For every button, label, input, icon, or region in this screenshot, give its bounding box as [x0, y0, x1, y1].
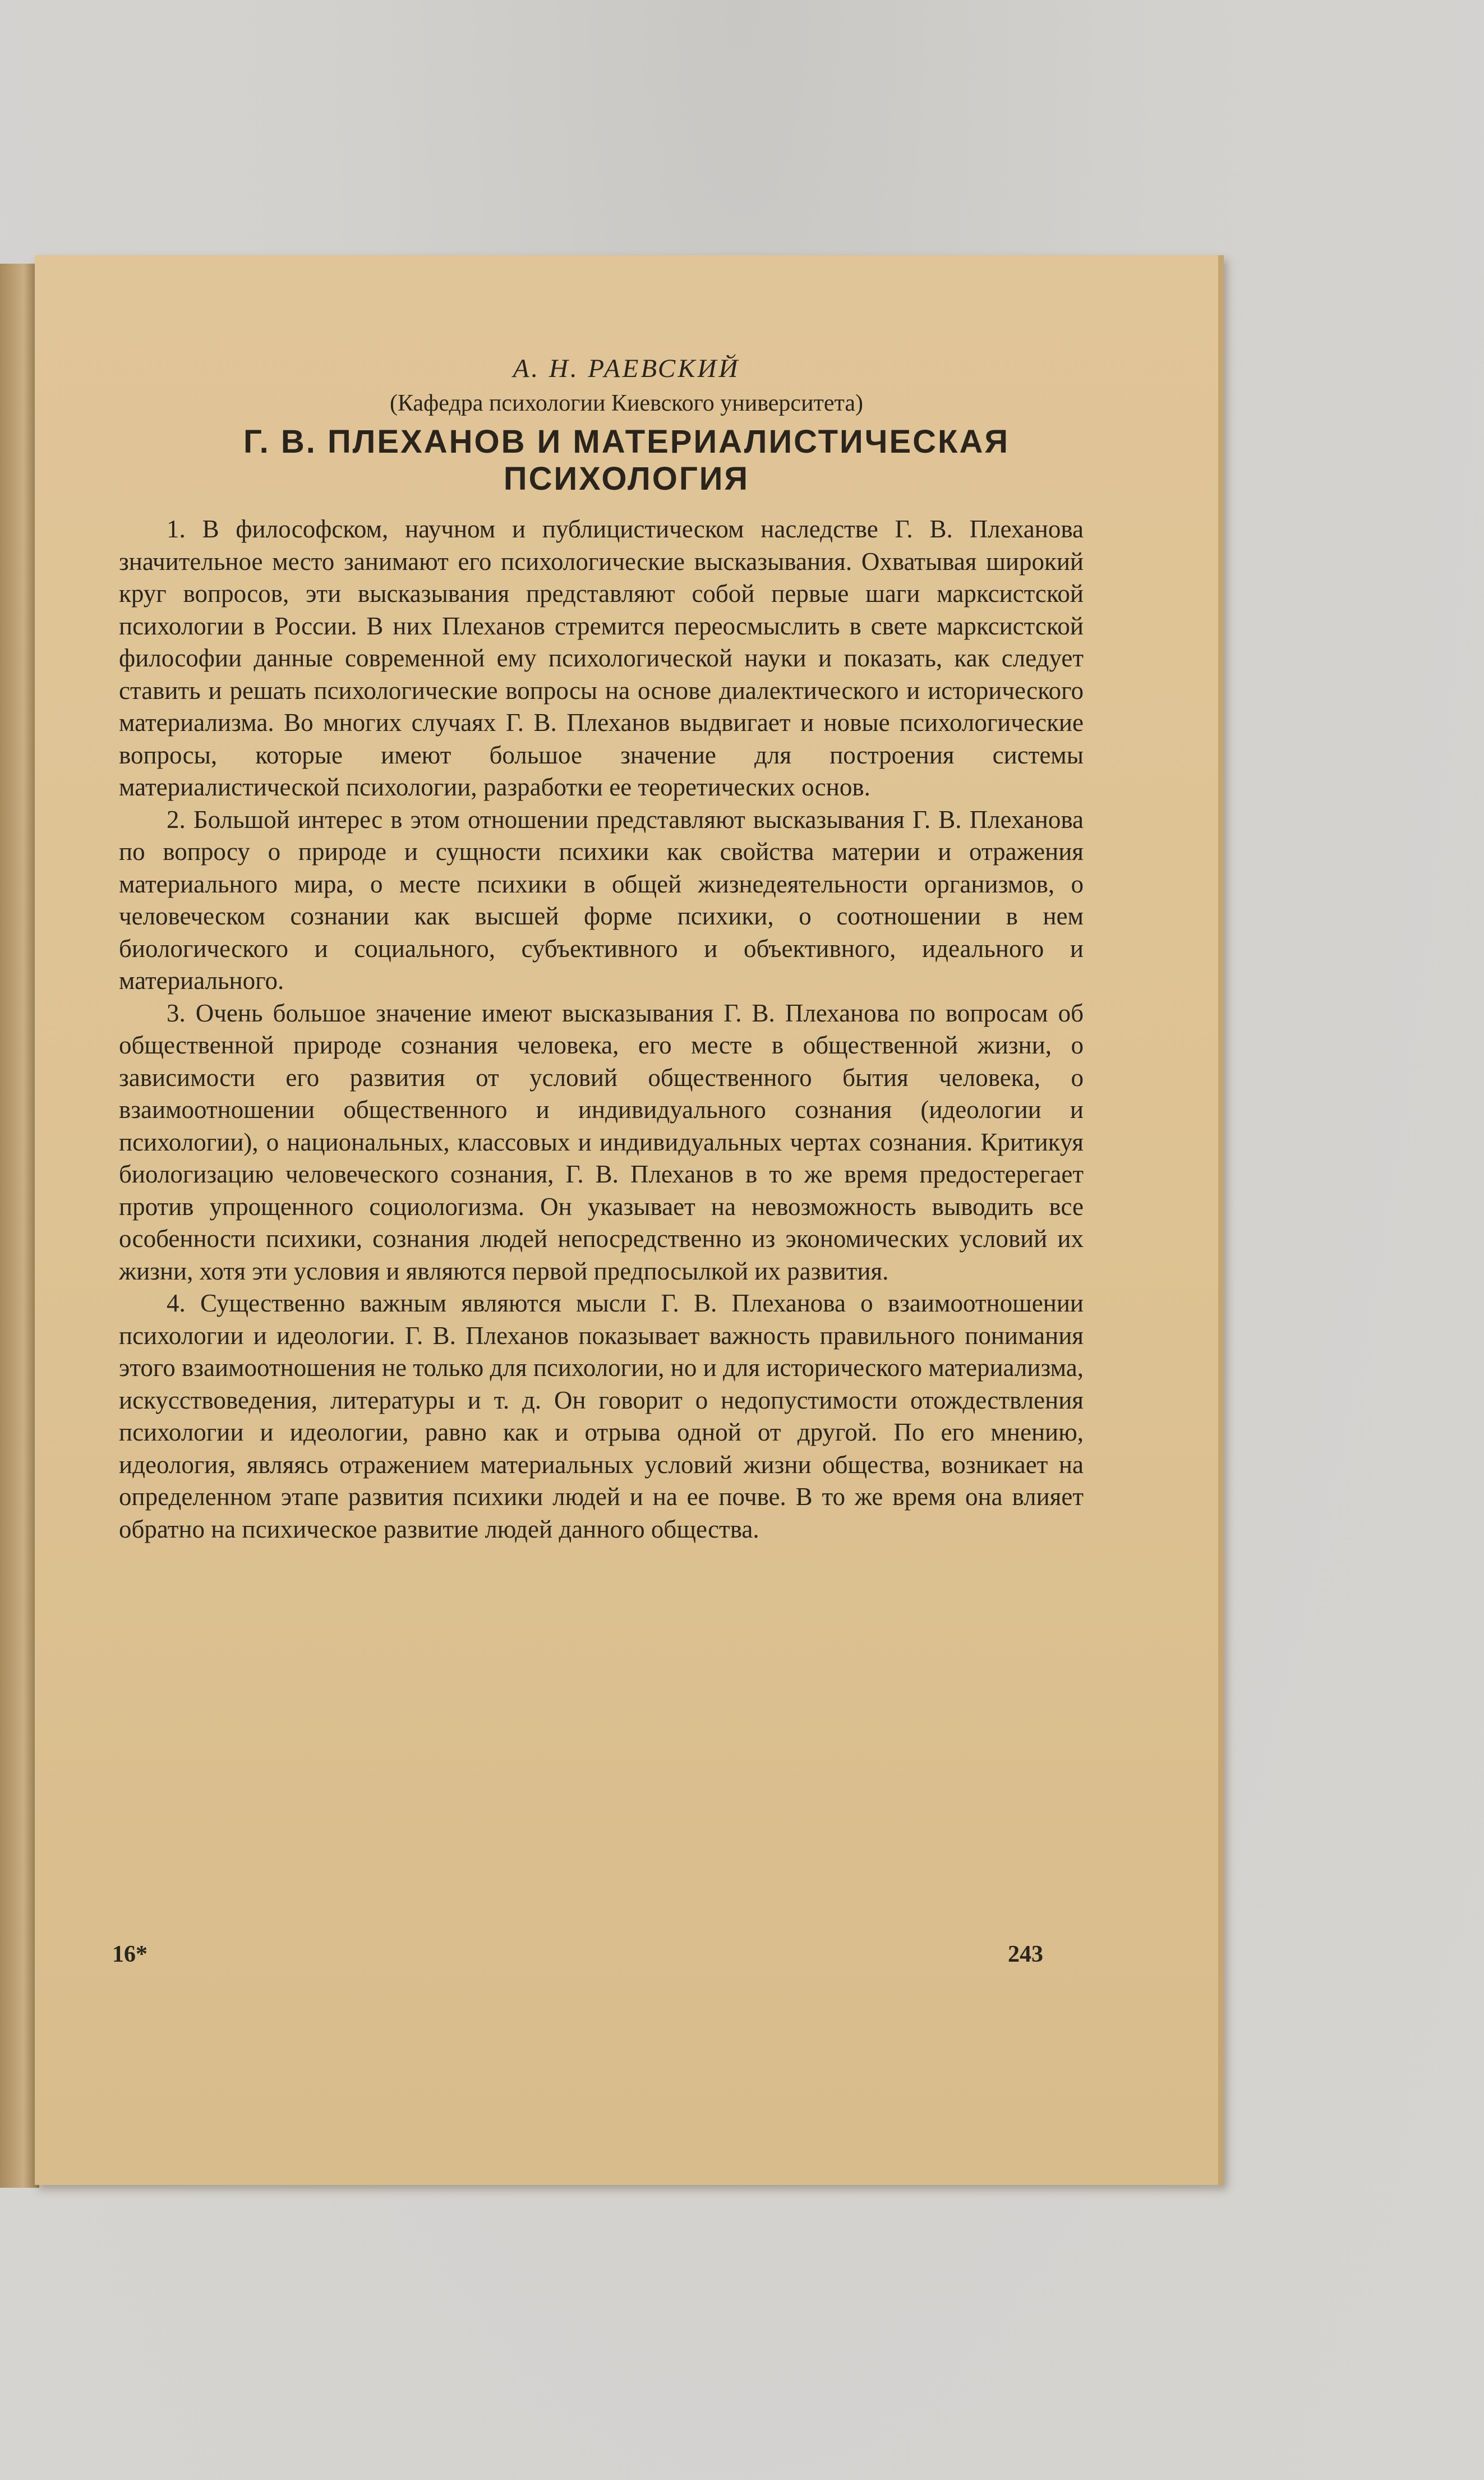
- facing-page-edge: [0, 264, 39, 2188]
- page-number: 243: [1008, 1941, 1043, 1967]
- article-body: [119, 513, 1084, 1545]
- author-name: А. Н. РАЕВСКИЙ: [513, 354, 740, 383]
- title-line-1: Г. В. ПЛЕХАНОВ И МАТЕРИАЛИСТИЧЕСКАЯ: [243, 424, 1010, 460]
- signature-mark: 16*: [112, 1941, 148, 1967]
- paragraph-1: 1. В философском, научном и публицистическом наследстве Г. В. Плеханова значительное место занимают его психологические высказывания. Охватывая широкий круг вопросов, эти высказывания представляют собой первые шаги марксистской психологии в России. В них Плеханов стремится переосмыслить в свете марксистской философии данные современной ему психологической науки и показать, как следует ставить и решать психологические вопросы на основе диалектического и исторического материализма. Во многих случаях Г. В. Плеханов выдвигает и новые психологические вопросы, которые имеют большое значение для построения системы материалистической психологии, разработки ее теоретических основ.: [119, 515, 1084, 801]
- title-line-2: ПСИХОЛОГИЯ: [503, 461, 750, 497]
- paragraph-2: 2. Большой интерес в этом отношении представляют высказывания Г. В. Плеханова по вопросу о природе и сущности психики как свойства материи и отражения материального мира, о месте психики в общей жизнедеятельности организмов, о человеческом сознании как высшей форме психики, о соотношении в нем биологического и социального, субъективного и объективного, идеального и материального.: [119, 805, 1084, 995]
- paragraph-4: 4. Существенно важным являются мысли Г. В. Плеханова о взаимоотношении психологии и идеологии. Г. В. Плеханов показывает важность правильного понимания этого взаимоотношения не только для психологии, но и для исторического материализма, искусствоведения, литературы и т. д. Он говорит о недопустимости отождествления психологии и идеологии, равно как и отрыва одной от другой. По его мнению, идеология, являясь отражением материальных условий жизни общества, возникает на определенном этапе развития психики людей и на ее почве. В то же время она влияет обратно на психическое развитие людей данного общества.: [119, 1289, 1084, 1543]
- book-page: [35, 255, 1224, 2185]
- article-title: [35, 424, 1218, 498]
- author-affiliation: (Кафедра психологии Киевского университета): [389, 390, 864, 416]
- paragraph-3: 3. Очень большое значение имеют высказывания Г. В. Плеханова по вопросам об общественной природе сознания человека, его месте в общественной жизни, о зависимости его развития от условий общественного бытия человека, о взаимоотношении общественного и индивидуального сознания (идеологии и психологии), о национальных, классовых и индивидуальных чертах сознания. Критикуя биологизацию человеческого сознания, Г. В. Плеханов в то же время предостерегает против упрощенного социологизма. Он указывает на невозможность выводить все особенности психики, сознания людей непосредственно из экономических условий их жизни, хотя эти условия и являются первой предпосылкой их развития.: [119, 999, 1084, 1285]
